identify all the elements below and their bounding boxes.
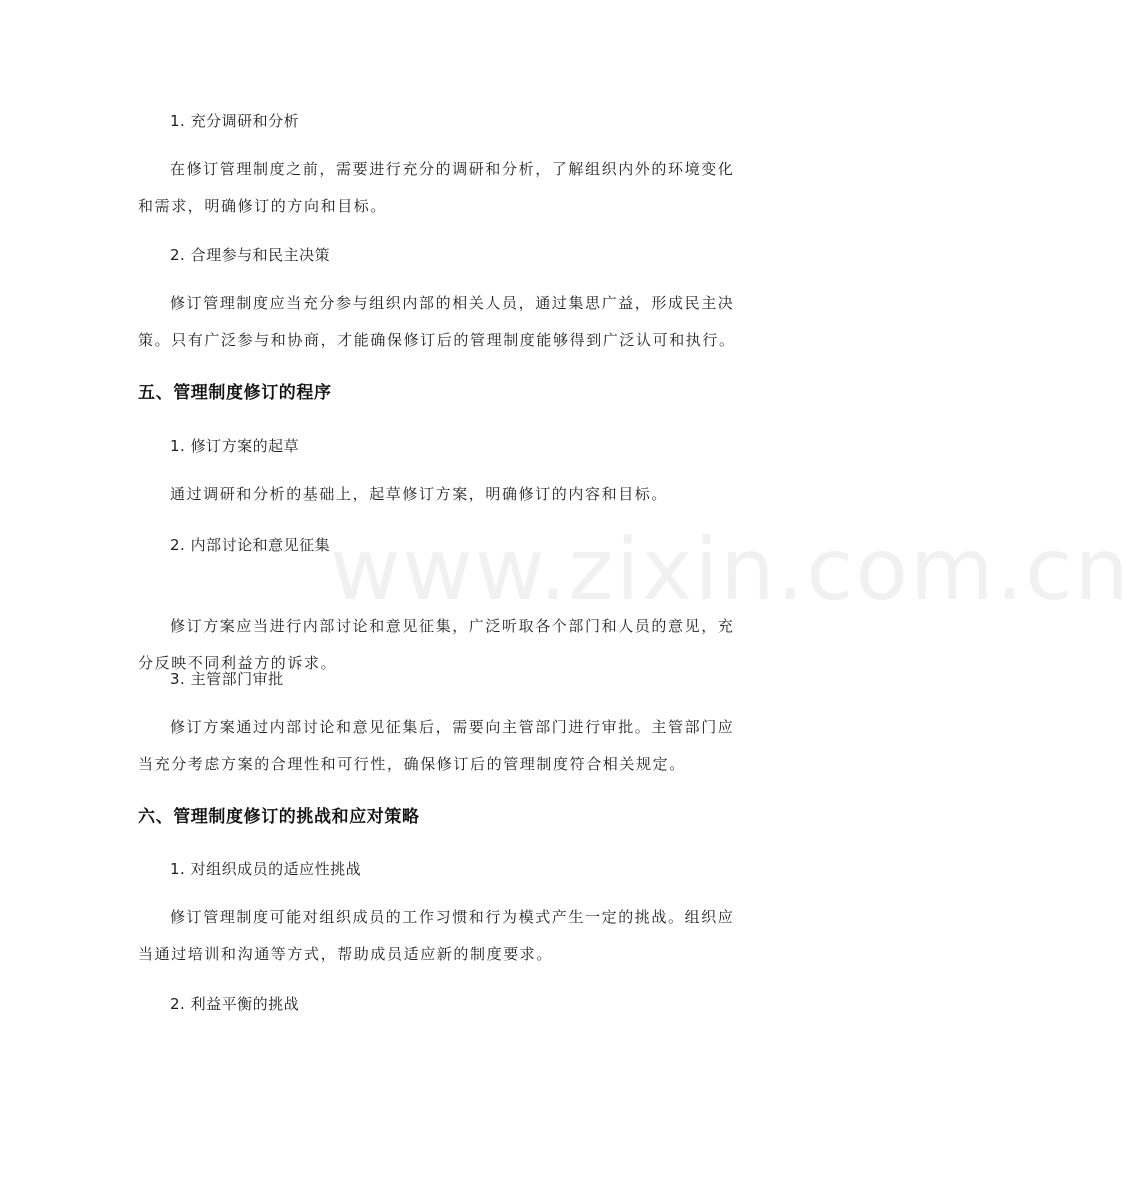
- paragraph-line: 修订管理制度应当充分参与组织内部的相关人员，通过集思广益，形成民主决: [170, 294, 735, 312]
- item-title-research: 1. 充分调研和分析: [170, 112, 300, 130]
- section-heading-procedure: 五、管理制度修订的程序: [138, 383, 332, 403]
- item-title-balance: 2. 利益平衡的挑战: [170, 995, 300, 1013]
- paragraph-line: 当通过培训和沟通等方式，帮助成员适应新的制度要求。: [138, 945, 554, 963]
- paragraph-line: 在修订管理制度之前，需要进行充分的调研和分析，了解组织内外的环境变化: [170, 160, 735, 178]
- paragraph-line: 修订方案通过内部讨论和意见征集后，需要向主管部门进行审批。主管部门应: [170, 718, 735, 736]
- paragraph-drafting: [170, 476, 782, 513]
- paragraph-line: 和需求，明确修订的方向和目标。: [138, 197, 388, 215]
- paragraph-participation: [138, 285, 782, 359]
- paragraph-line: 当充分考虑方案的合理性和可行性，确保修订后的管理制度符合相关规定。: [138, 755, 686, 773]
- paragraph-line: 修订管理制度可能对组织成员的工作习惯和行为模式产生一定的挑战。组织应: [170, 908, 735, 926]
- watermark: www.zixin.com.cn: [330, 520, 1131, 620]
- item-title-discussion: 2. 内部讨论和意见征集: [170, 536, 331, 554]
- paragraph-line: 策。只有广泛参与和协商，才能确保修订后的管理制度能够得到广泛认可和执行。: [138, 331, 736, 349]
- item-title-adaptability: 1. 对组织成员的适应性挑战: [170, 860, 362, 878]
- paragraph-line: 修订方案应当进行内部讨论和意见征集，广泛听取各个部门和人员的意见，充: [170, 617, 735, 635]
- paragraph-line: 分反映不同利益方的诉求。: [138, 654, 338, 672]
- item-title-drafting: 1. 修订方案的起草: [170, 437, 300, 455]
- section-heading-challenges: 六、管理制度修订的挑战和应对策略: [138, 807, 420, 827]
- paragraph-line: 通过调研和分析的基础上，起草修订方案，明确修订的内容和目标。: [170, 485, 669, 503]
- paragraph-research: [138, 151, 782, 225]
- paragraph-adaptability: [138, 899, 782, 973]
- item-title-participation: 2. 合理参与和民主决策: [170, 246, 331, 264]
- item-title-approval: 3. 主管部门审批: [170, 670, 284, 688]
- paragraph-approval: [138, 709, 782, 783]
